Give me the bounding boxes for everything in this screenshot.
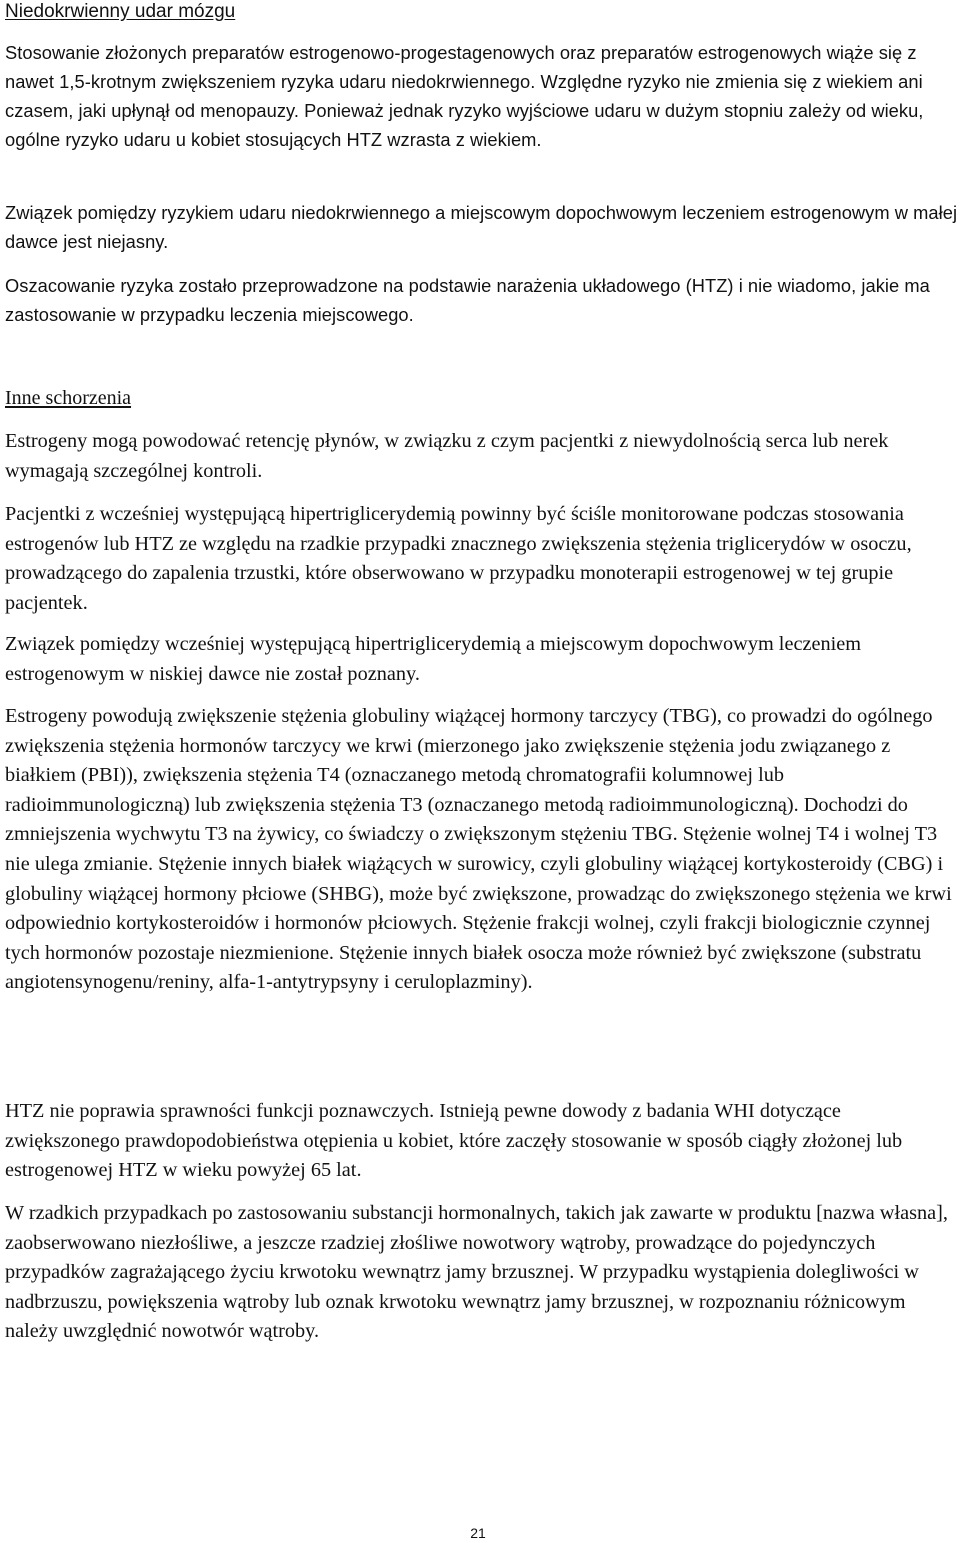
paragraph-stroke-risk: Stosowanie złożonych preparatów estrogenowo-progestagenowych oraz preparatów estrogenowych wiąże się z nawet 1,5-krotnym zwiększeniem ryzyka udaru niedokrwiennego. Względne ryzyko nie zmienia się z wiekiem ani czasem, jaki upłynął od menopauzy. Ponieważ jednak ryzyko wyjściowe udaru w dużym stopniu zależy od wieku, ogólne ryzyko udaru u kobiet stosujących HTZ wzrasta z wiekiem. [5, 42, 924, 150]
paragraph-thyroid-binding: Estrogeny powodują zwiększenie stężenia globuliny wiążącej hormony tarczycy (TBG), co prowadzi do ogólnego zwiększenia stężenia hormonów tarczycy we krwi (mierzonego jako zwiększenie stężenia jodu związanego z białkiem (PBI)), zwiększenia stężenia T4 (oznaczanego metodą chromatografii kolumnowej lub radioimmunologiczną) lub zwiększenia stężenia T3 (oznaczanego metodą radioimmunologiczną). Dochodzi do zmniejszenia wychwytu T3 na żywicy, co świadczy o zwiększonym stężeniu TBG. Stężenie wolnej T4 i wolnej T3 nie ulega zmianie. Stężenie innych białek wiążących w surowicy, czyli globuliny wiążącej kortykosteroidy (CBG) i globuliny wiążącej hormony płciowe (SHBG), może być zwiększone, prowadząc do zwiększonego stężenia we krwi odpowiednio kortykosteroidów i hormonów płciowych. Stężenie frakcji wolnej, czyli frakcji biologicznie czynnej tych hormonów pozostaje niezmienione. Stężenie innych białek osocza może również być zwiększone (substratu angiotensynogenu/reniny, alfa-1-antytrypsyny i ceruloplazminy). [5, 705, 952, 994]
paragraph-cognitive-function: HTZ nie poprawia sprawności funkcji poznawczych. Istnieją pewne dowody z badania WHI dotyczące zwiększonego prawdopodobieństwa otępienia u kobiet, które zaczęły stosowanie w sposób ciągły złożonej lub estrogenowej HTZ w wieku powyżej 65 lat. [5, 1100, 903, 1182]
paragraph-hypertriglyceridemia-vaginal: Związek pomiędzy wcześniej występującą hipertriglicerydemią a miejscowym dopochwowym leczeniem estrogenowym w niskiej dawce nie został poznany. [5, 633, 862, 685]
paragraph-stroke-vaginal: Związek pomiędzy ryzykiem udaru niedokrwiennego a miejscowym dopochwowym leczeniem estrogenowym w małej dawce jest niejasny. [5, 202, 958, 252]
paragraph-fluid-retention: Estrogeny mogą powodować retencję płynów, w związku z czym pacjentki z niewydolnością serca lub nerek wymagają szczególnej kontroli. [5, 430, 889, 482]
paragraph-hypertriglyceridemia: Pacjentki z wcześniej występującą hipertriglicerydemią powinny być ściśle monitorowane podczas stosowania estrogenów lub HTZ ze względu na rzadkie przypadki znacznego zwiększenia stężenia triglicerydów w osoczu, prowadzącego do zapalenia trzustki, które obserwowano w przypadku monoterapii estrogenowej w tej grupie pacjentek. [5, 503, 912, 614]
page-number: 21 [470, 1525, 486, 1541]
paragraph-stroke-estimate: Oszacowanie ryzyka zostało przeprowadzone na podstawie narażenia układowego (HTZ) i nie wiadomo, jakie ma zastosowanie w przypadku leczenia miejscowego. [5, 275, 930, 325]
section-heading-other: Inne schorzenia [5, 387, 132, 409]
section-heading-stroke: Niedokrwienny udar mózgu [5, 1, 236, 22]
paragraph-liver-tumors: W rzadkich przypadkach po zastosowaniu substancji hormonalnych, takich jak zawarte w produktu [nazwa własna], zaobserwowano niezłośliwe, a jeszcze rzadziej złośliwe nowotwory wątroby, prowadzące do pojedynczych przypadków zagrażającego życiu krwotoku wewnątrz jamy brzusznej. W przypadku wystąpienia dolegliwości w nadbrzuszu, powiększenia wątroby lub oznak krwotoku wewnątrz jamy brzusznej, w rozpoznaniu różnicowym należy uwzględnić nowotwór wątroby. [5, 1202, 948, 1343]
